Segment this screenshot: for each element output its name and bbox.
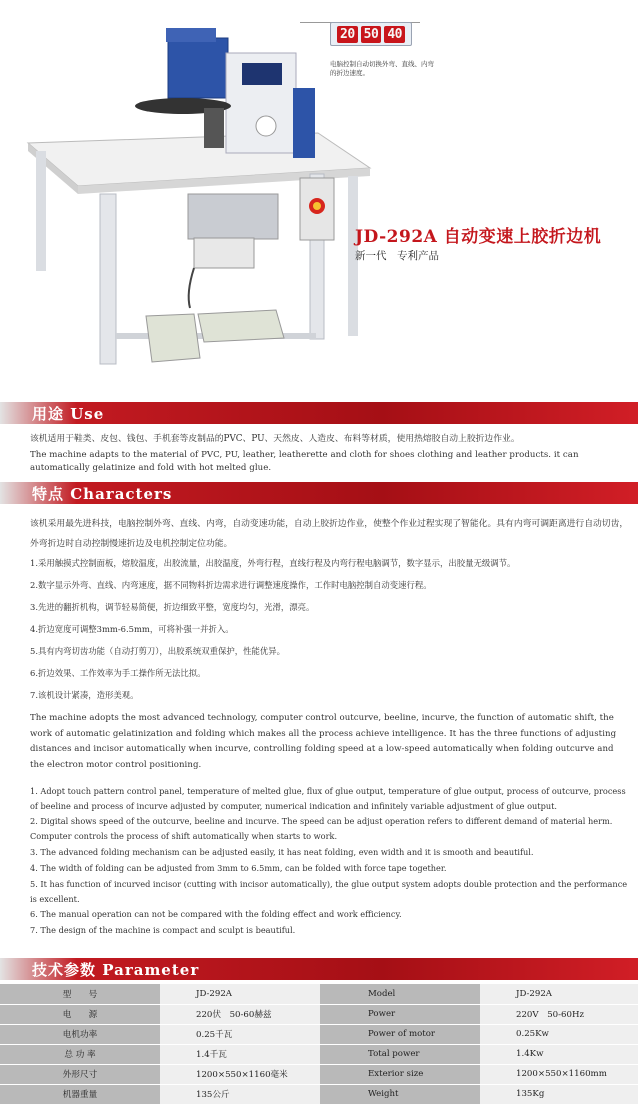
cn-value: 1.4千瓦 (160, 1044, 320, 1064)
en-label: Total power (320, 1044, 480, 1064)
cn-item: 7.该机设计紧凑，造形美观。 (30, 690, 139, 700)
cn-item: 5.具有内弯切齿功能（自动打剪刀），出胶系统双重保护，性能优异。 (30, 646, 286, 656)
model-subtitle: 新一代 专利产品 (355, 250, 439, 262)
display-digit: 50 (361, 26, 382, 43)
usage-header (0, 402, 638, 424)
cn-label: 外形尺寸 (0, 1064, 160, 1084)
en-item: 3. The advanced folding mechanism can be adjusted easily, it has neat folding, even width and it is smooth and beautiful. (30, 847, 534, 857)
cn-item: 1.采用触摸式控制面板，熔胶温度，出胶流量，出胶温度，外弯行程，直线行程及内弯行程电脑调节，数字显示，出胶量无级调节。 (30, 558, 516, 568)
hero-section (0, 0, 638, 396)
en-label: Exterior size (320, 1064, 480, 1084)
usage-header-text: 用途 Use (32, 404, 105, 423)
en-value: 1200×550×1160mm (480, 1064, 638, 1084)
cn-value: 220伏 50-60赫兹 (160, 1004, 320, 1024)
en-value: 0.25Kw (480, 1024, 638, 1044)
cn-item: 6.折边效果、工作效率为手工操作所无法比拟。 (30, 668, 206, 678)
en-item: 5. It has function of incurved incisor (cutting with incisor automatically), the glue output system adopts double protection and the performance is excellent. (30, 879, 628, 904)
en-item: 7. The design of the machine is compact and sculpt is beautiful. (30, 925, 296, 935)
characters-en-intro: The machine adopts the most advanced technology, computer control outcurve, beeline, incurve, the function of automatic shift, the work of automatic gelatinization and folding which makes all the process achieve intelligence. It has the three functions of adjusting distances and incisor automatically when incurve, controlling folding speed at a low-speed automatically when folding outcurve and the electron motor control positioning. (30, 713, 617, 770)
cn-item: 2.数字显示外弯、直线、内弯速度，据不同物料折边需求进行调整速度操作，工作时电脑控制自动变速行程。 (30, 580, 432, 590)
en-label: Power of motor (320, 1024, 480, 1044)
cn-label: 电 源 (0, 1004, 160, 1024)
cn-value: 1200×550×1160毫米 (160, 1064, 320, 1084)
table-row (0, 1084, 638, 1104)
table-row (0, 1044, 638, 1064)
en-label: Power (320, 1004, 480, 1024)
table-row (0, 1004, 638, 1024)
cn-value: 0.25千瓦 (160, 1024, 320, 1044)
table-row (0, 984, 638, 1004)
cn-label: 电机功率 (0, 1024, 160, 1044)
en-label: Model (320, 984, 480, 1004)
table-row (0, 1024, 638, 1044)
usage-cn: 该机适用于鞋类、皮包、钱包、手机套等皮制品的PVC、PU、天然皮、人造皮、布料等材质，使用热熔胶自动上胶折边作业。 (30, 434, 520, 444)
cn-value: 135公斤 (160, 1084, 320, 1104)
table-row (0, 1064, 638, 1084)
en-item: 4. The width of folding can be adjusted from 3mm to 6.5mm, can be folded with force tape together. (30, 863, 447, 873)
cn-label: 机器重量 (0, 1084, 160, 1104)
en-value: 1.4Kw (480, 1044, 638, 1064)
parameter-header (0, 958, 638, 980)
cn-item: 3.先进的翻折机构，调节轻易简便，折边细致平整，宽度均匀，光滑，漂亮。 (30, 602, 315, 612)
characters-header (0, 482, 638, 504)
callout-text: 电脑控制自动切换外弯、直线、内弯的折边速度。 (330, 60, 434, 77)
parameter-header-text: 技术参数 Parameter (32, 960, 200, 979)
usage-en: The machine adapts to the material of PVC, PU, leather, leatherette and cloth for shoes clothing and leather products. it can automatically gelatinize and fold with hot melted glue. (30, 450, 579, 473)
characters-header-text: 特点 Characters (32, 484, 173, 503)
model-title: JD-292A 自动变速上胶折边机 (355, 227, 602, 247)
en-value: 135Kg (480, 1084, 638, 1104)
display-digit: 20 (337, 26, 358, 43)
en-label: Weight (320, 1084, 480, 1104)
en-item: 2. Digital shows speed of the outcurve, beeline and incurve. The speed can be adjust operation refers to different demand of material herm. Computer controls the process of shift automatically when starts to work. (30, 816, 613, 841)
cn-value: JD-292A (160, 984, 320, 1004)
en-value: JD-292A (480, 984, 638, 1004)
cn-label: 型 号 (0, 984, 160, 1004)
en-item: 6. The manual operation can not be compared with the folding effect and work efficiency. (30, 909, 402, 919)
speed-display (330, 22, 412, 46)
en-value: 220V 50-60Hz (480, 1004, 638, 1024)
en-item: 1. Adopt touch pattern control panel, temperature of melted glue, flux of glue output, temperature of glue output, process of outcurve, process of beeline and process of incurve adjusted by computer, numerical indication and infinitely variable adjustment of glue output. (30, 786, 626, 811)
characters-cn-intro: 该机采用最先进科技，电脑控制外弯、直线、内弯，自动变速功能，自动上胶折边作业，使整个作业过程实现了智能化。具有内弯可调距离进行自动切齿，外弯折边时自动控制慢速折边及电机控制定位功能。 (30, 519, 629, 549)
cn-label: 总 功 率 (0, 1044, 160, 1064)
parameter-table (0, 984, 638, 1105)
cn-item: 4.折边宽度可调整3mm-6.5mm，可将补强一并折入。 (30, 624, 234, 634)
display-digit: 40 (384, 26, 405, 43)
